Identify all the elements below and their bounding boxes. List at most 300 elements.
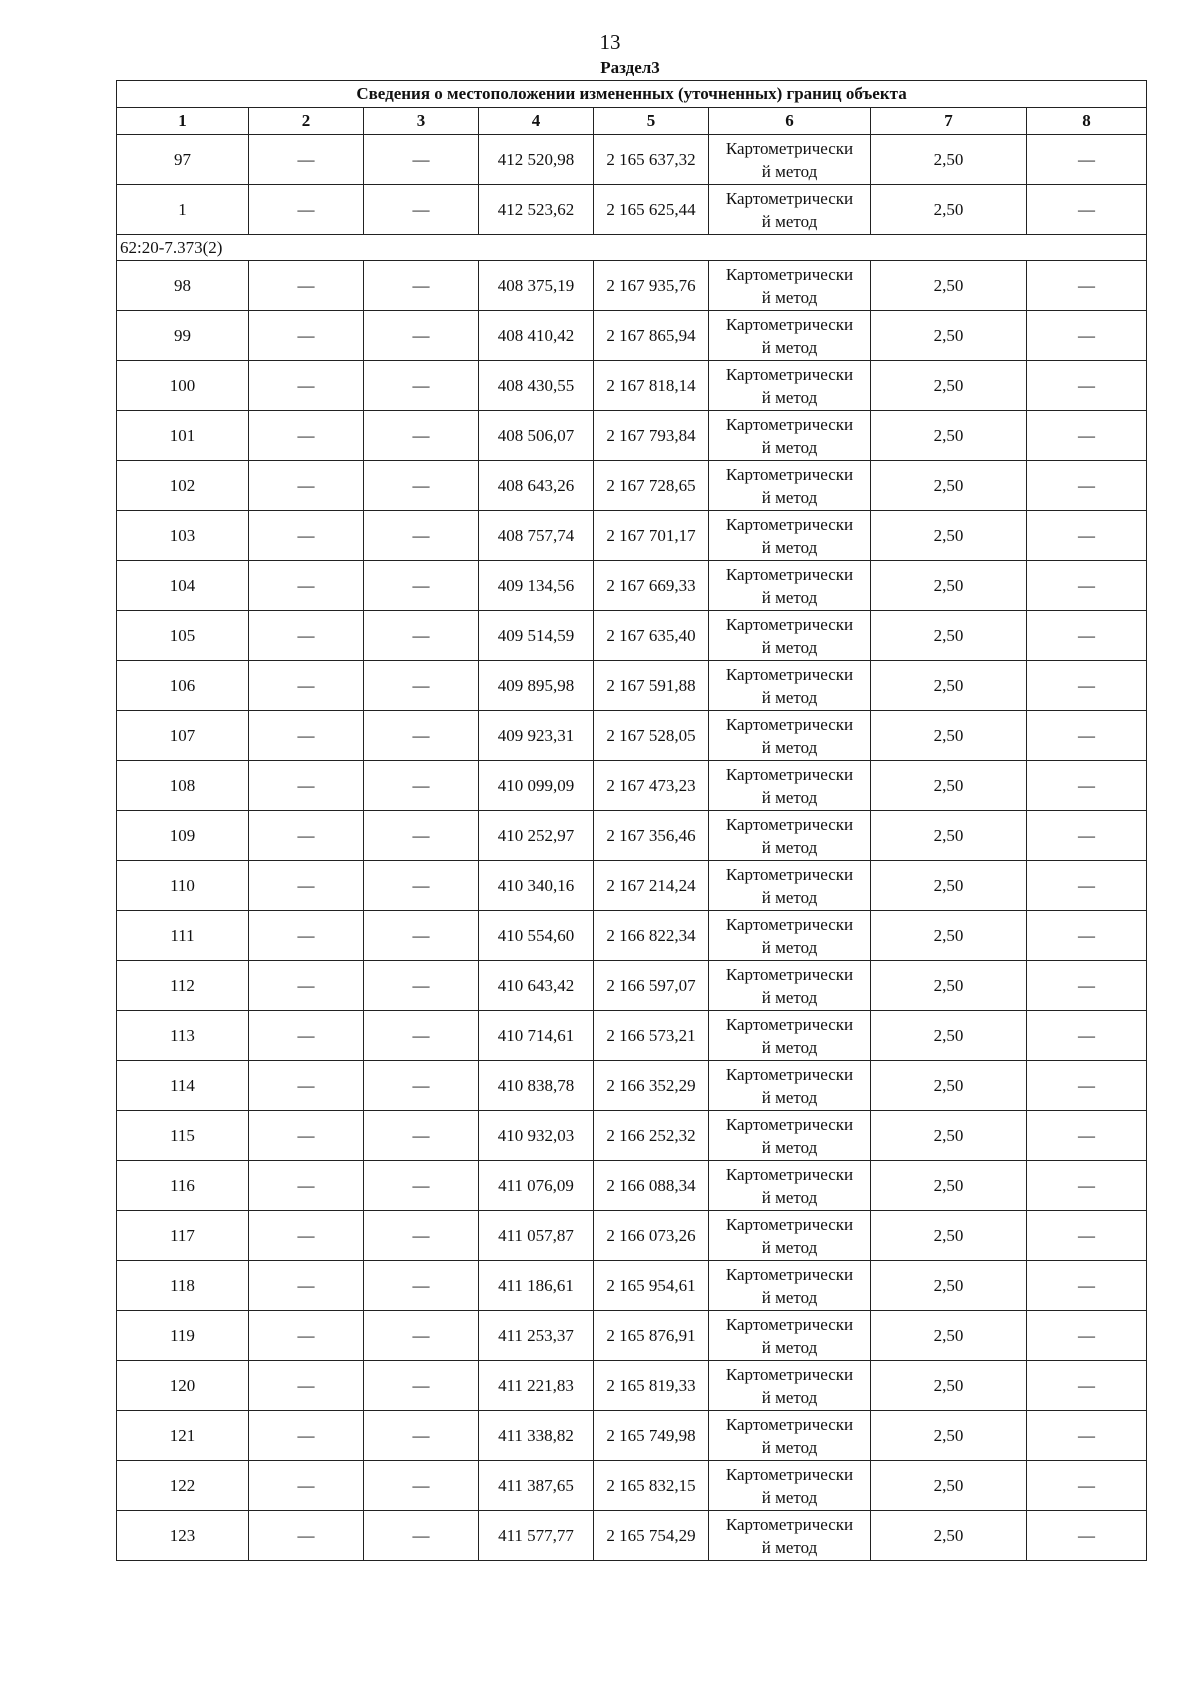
dash-cell: — [364,611,479,661]
point-number: 1 [117,185,249,235]
table-row [117,1211,1147,1261]
dash-cell: — [249,135,364,185]
table-body [117,135,1147,1561]
accuracy-cell: 2,50 [871,661,1027,711]
method-cell [709,185,871,235]
point-number: 122 [117,1461,249,1511]
dash-cell: — [364,861,479,911]
dash-cell: — [1027,1311,1147,1361]
section-title: Раздел3 [600,58,660,77]
table-row [117,185,1147,235]
coord-y: 2 165 954,61 [594,1261,709,1311]
dash-cell: — [1027,1011,1147,1061]
coord-x: 409 895,98 [479,661,594,711]
method-cell [709,311,871,361]
dash-cell: — [1027,661,1147,711]
method-line-1: Картометрически [725,764,854,784]
coord-x: 411 253,37 [479,1311,594,1361]
accuracy-cell: 2,50 [871,1311,1027,1361]
coord-y: 2 166 352,29 [594,1061,709,1111]
dash-cell: — [249,911,364,961]
method-line-1: Картометрически [725,314,854,334]
dash-cell: — [249,411,364,461]
coord-y: 2 166 573,21 [594,1011,709,1061]
method-line-2: й метод [761,687,818,707]
dash-cell: — [364,661,479,711]
method-line-1: Картометрически [725,364,854,384]
accuracy-cell: 2,50 [871,135,1027,185]
coord-x: 411 057,87 [479,1211,594,1261]
point-number: 107 [117,711,249,761]
accuracy-cell: 2,50 [871,311,1027,361]
dash-cell: — [364,1361,479,1411]
coord-x: 408 410,42 [479,311,594,361]
coordinates-table [116,80,1147,1561]
table-row [117,1111,1147,1161]
coord-y: 2 166 597,07 [594,961,709,1011]
point-number: 114 [117,1061,249,1111]
dash-cell: — [1027,1361,1147,1411]
method-line-1: Картометрически [725,1314,854,1334]
column-number: 3 [364,108,479,135]
coord-y: 2 167 701,17 [594,511,709,561]
accuracy-cell: 2,50 [871,1211,1027,1261]
coord-x: 409 134,56 [479,561,594,611]
coord-x: 408 506,07 [479,411,594,461]
point-number: 123 [117,1511,249,1561]
coord-y: 2 167 591,88 [594,661,709,711]
point-number: 112 [117,961,249,1011]
method-line-1: Картометрически [725,1464,854,1484]
dash-cell: — [249,511,364,561]
dash-cell: — [1027,1111,1147,1161]
accuracy-cell: 2,50 [871,961,1027,1011]
coord-x: 412 523,62 [479,185,594,235]
method-line-1: Картометрически [725,138,854,158]
coord-x: 411 577,77 [479,1511,594,1561]
dash-cell: — [364,1311,479,1361]
dash-cell: — [364,1111,479,1161]
coord-y: 2 167 818,14 [594,361,709,411]
dash-cell: — [249,185,364,235]
column-number: 1 [117,108,249,135]
method-cell [709,1111,871,1161]
table-caption: Сведения о местоположении измененных (уточненных) границ объекта [117,81,1147,108]
table-row [117,811,1147,861]
coord-y: 2 167 214,24 [594,861,709,911]
dash-cell: — [364,811,479,861]
dash-cell: — [1027,711,1147,761]
dash-cell: — [1027,361,1147,411]
point-number: 111 [117,911,249,961]
dash-cell: — [364,311,479,361]
accuracy-cell: 2,50 [871,361,1027,411]
accuracy-cell: 2,50 [871,1011,1027,1061]
dash-cell: — [364,135,479,185]
coord-x: 411 186,61 [479,1261,594,1311]
method-cell [709,1261,871,1311]
coord-y: 2 165 876,91 [594,1311,709,1361]
method-cell [709,1311,871,1361]
coord-y: 2 167 793,84 [594,411,709,461]
method-line-2: й метод [761,1487,818,1507]
dash-cell: — [1027,861,1147,911]
coord-y: 2 166 252,32 [594,1111,709,1161]
method-cell [709,1011,871,1061]
point-number: 118 [117,1261,249,1311]
method-line-2: й метод [761,1387,818,1407]
method-cell [709,911,871,961]
dash-cell: — [249,261,364,311]
dash-cell: — [1027,1211,1147,1261]
coord-x: 410 099,09 [479,761,594,811]
method-line-1: Картометрически [725,964,854,984]
method-line-2: й метод [761,787,818,807]
point-number: 101 [117,411,249,461]
table-row [117,1161,1147,1211]
dash-cell: — [249,1311,364,1361]
coord-x: 410 252,97 [479,811,594,861]
dash-cell: — [1027,185,1147,235]
dash-cell: — [249,1361,364,1411]
accuracy-cell: 2,50 [871,861,1027,911]
dash-cell: — [249,961,364,1011]
dash-cell: — [249,561,364,611]
dash-cell: — [249,711,364,761]
dash-cell: — [1027,261,1147,311]
method-line-1: Картометрически [725,1414,854,1434]
dash-cell: — [1027,1511,1147,1561]
dash-cell: — [364,911,479,961]
accuracy-cell: 2,50 [871,1111,1027,1161]
method-line-1: Картометрически [725,614,854,634]
coord-x: 409 514,59 [479,611,594,661]
coord-x: 411 076,09 [479,1161,594,1211]
coord-x: 411 387,65 [479,1461,594,1511]
table-row [117,761,1147,811]
dash-cell: — [364,411,479,461]
group-label: 62:20-7.373(2) [117,235,1147,261]
point-number: 109 [117,811,249,861]
dash-cell: — [1027,461,1147,511]
method-line-2: й метод [761,1537,818,1557]
column-number: 5 [594,108,709,135]
coord-y: 2 167 865,94 [594,311,709,361]
accuracy-cell: 2,50 [871,611,1027,661]
point-number: 117 [117,1211,249,1261]
accuracy-cell: 2,50 [871,411,1027,461]
dash-cell: — [249,1511,364,1561]
coord-y: 2 167 356,46 [594,811,709,861]
accuracy-cell: 2,50 [871,461,1027,511]
method-cell [709,661,871,711]
coord-y: 2 165 749,98 [594,1411,709,1461]
table-row [117,1461,1147,1511]
coord-x: 408 430,55 [479,361,594,411]
method-line-1: Картометрически [725,1264,854,1284]
column-number: 6 [709,108,871,135]
method-line-2: й метод [761,887,818,907]
method-line-2: й метод [761,1437,818,1457]
table-row [117,611,1147,661]
method-line-2: й метод [761,587,818,607]
method-line-1: Картометрически [725,1514,854,1534]
method-line-2: й метод [761,161,818,181]
dash-cell: — [364,1061,479,1111]
dash-cell: — [1027,1161,1147,1211]
table-row [117,361,1147,411]
dash-cell: — [1027,411,1147,461]
point-number: 120 [117,1361,249,1411]
dash-cell: — [364,1211,479,1261]
method-cell [709,461,871,511]
point-number: 116 [117,1161,249,1211]
coord-x: 410 838,78 [479,1061,594,1111]
point-number: 103 [117,511,249,561]
method-line-2: й метод [761,637,818,657]
table-row [117,1411,1147,1461]
coord-x: 409 923,31 [479,711,594,761]
coord-x: 408 757,74 [479,511,594,561]
method-line-1: Картометрически [725,1364,854,1384]
dash-cell: — [249,1461,364,1511]
method-line-1: Картометрически [725,1164,854,1184]
accuracy-cell: 2,50 [871,1461,1027,1511]
coord-x: 412 520,98 [479,135,594,185]
accuracy-cell: 2,50 [871,1511,1027,1561]
method-cell [709,1161,871,1211]
column-number-row [117,108,1147,135]
dash-cell: — [364,361,479,411]
point-number: 115 [117,1111,249,1161]
column-number: 8 [1027,108,1147,135]
dash-cell: — [249,461,364,511]
dash-cell: — [1027,761,1147,811]
dash-cell: — [1027,311,1147,361]
dash-cell: — [1027,1061,1147,1111]
coord-y: 2 165 625,44 [594,185,709,235]
method-line-1: Картометрически [725,414,854,434]
coord-x: 410 714,61 [479,1011,594,1061]
method-line-2: й метод [761,211,818,231]
dash-cell: — [364,1161,479,1211]
point-number: 100 [117,361,249,411]
dash-cell: — [249,1011,364,1061]
method-line-2: й метод [761,287,818,307]
table-row [117,1011,1147,1061]
column-number: 4 [479,108,594,135]
point-number: 106 [117,661,249,711]
method-line-2: й метод [761,737,818,757]
dash-cell: — [1027,911,1147,961]
dash-cell: — [1027,811,1147,861]
coord-y: 2 167 935,76 [594,261,709,311]
accuracy-cell: 2,50 [871,911,1027,961]
method-cell [709,611,871,661]
table-row [117,911,1147,961]
table-row [117,1061,1147,1111]
table-row [117,1361,1147,1411]
coord-y: 2 165 832,15 [594,1461,709,1511]
point-number: 99 [117,311,249,361]
coord-x: 408 643,26 [479,461,594,511]
method-line-1: Картометрически [725,1114,854,1134]
table-row [117,411,1147,461]
method-line-1: Картометрически [725,514,854,534]
method-line-2: й метод [761,1137,818,1157]
method-cell [709,411,871,461]
coord-x: 410 340,16 [479,861,594,911]
accuracy-cell: 2,50 [871,1161,1027,1211]
method-line-1: Картометрически [725,714,854,734]
method-line-1: Картометрически [725,1014,854,1034]
method-line-2: й метод [761,437,818,457]
method-line-2: й метод [761,337,818,357]
accuracy-cell: 2,50 [871,761,1027,811]
method-line-1: Картометрически [725,814,854,834]
method-cell [709,1411,871,1461]
coord-y: 2 167 728,65 [594,461,709,511]
dash-cell: — [364,185,479,235]
method-cell [709,361,871,411]
method-line-2: й метод [761,1037,818,1057]
accuracy-cell: 2,50 [871,261,1027,311]
method-line-2: й метод [761,1287,818,1307]
method-line-2: й метод [761,987,818,1007]
method-line-1: Картометрически [725,1214,854,1234]
coord-x: 411 221,83 [479,1361,594,1411]
dash-cell: — [364,711,479,761]
dash-cell: — [249,1261,364,1311]
dash-cell: — [249,1411,364,1461]
coord-x: 408 375,19 [479,261,594,311]
method-cell [709,261,871,311]
method-cell [709,1061,871,1111]
method-cell [709,711,871,761]
coord-y: 2 167 635,40 [594,611,709,661]
dash-cell: — [364,761,479,811]
method-cell [709,1361,871,1411]
method-cell [709,561,871,611]
table-row [117,461,1147,511]
coord-y: 2 167 473,23 [594,761,709,811]
method-cell [709,961,871,1011]
method-line-2: й метод [761,1237,818,1257]
dash-cell: — [364,261,479,311]
coord-y: 2 165 754,29 [594,1511,709,1561]
coord-y: 2 167 669,33 [594,561,709,611]
dash-cell: — [249,1061,364,1111]
point-number: 105 [117,611,249,661]
dash-cell: — [249,661,364,711]
dash-cell: — [364,1011,479,1061]
dash-cell: — [1027,1261,1147,1311]
dash-cell: — [364,1461,479,1511]
dash-cell: — [249,761,364,811]
dash-cell: — [1027,961,1147,1011]
accuracy-cell: 2,50 [871,1411,1027,1461]
point-number: 113 [117,1011,249,1061]
dash-cell: — [364,1511,479,1561]
accuracy-cell: 2,50 [871,185,1027,235]
method-cell [709,861,871,911]
table-row [117,861,1147,911]
accuracy-cell: 2,50 [871,1061,1027,1111]
dash-cell: — [1027,561,1147,611]
method-line-2: й метод [761,1187,818,1207]
method-line-2: й метод [761,1087,818,1107]
method-cell [709,761,871,811]
table-row [117,511,1147,561]
point-number: 104 [117,561,249,611]
point-number: 97 [117,135,249,185]
table-row [117,1311,1147,1361]
point-number: 108 [117,761,249,811]
coord-y: 2 165 819,33 [594,1361,709,1411]
accuracy-cell: 2,50 [871,811,1027,861]
group-row [117,235,1147,261]
point-number: 119 [117,1311,249,1361]
column-number: 2 [249,108,364,135]
accuracy-cell: 2,50 [871,711,1027,761]
method-line-1: Картометрически [725,914,854,934]
method-line-1: Картометрически [725,188,854,208]
dash-cell: — [1027,511,1147,561]
accuracy-cell: 2,50 [871,511,1027,561]
method-cell [709,511,871,561]
coord-x: 411 338,82 [479,1411,594,1461]
dash-cell: — [249,1161,364,1211]
table-row [117,311,1147,361]
dash-cell: — [364,561,479,611]
table-row [117,561,1147,611]
dash-cell: — [249,311,364,361]
method-line-1: Картометрически [725,1064,854,1084]
dash-cell: — [364,1411,479,1461]
method-line-1: Картометрически [725,464,854,484]
dash-cell: — [1027,1461,1147,1511]
method-cell [709,135,871,185]
dash-cell: — [364,1261,479,1311]
method-cell [709,811,871,861]
method-line-2: й метод [761,387,818,407]
point-number: 110 [117,861,249,911]
accuracy-cell: 2,50 [871,1361,1027,1411]
dash-cell: — [364,961,479,1011]
dash-cell: — [249,1211,364,1261]
method-line-1: Картометрически [725,564,854,584]
method-line-2: й метод [761,837,818,857]
column-number: 7 [871,108,1027,135]
dash-cell: — [249,811,364,861]
method-line-2: й метод [761,1337,818,1357]
page-number: 13 [599,30,621,54]
dash-cell: — [364,461,479,511]
method-cell [709,1461,871,1511]
point-number: 98 [117,261,249,311]
table-row [117,1261,1147,1311]
method-cell [709,1211,871,1261]
table-row [117,661,1147,711]
method-line-1: Картометрически [725,864,854,884]
coord-y: 2 166 088,34 [594,1161,709,1211]
dash-cell: — [249,1111,364,1161]
coord-x: 410 643,42 [479,961,594,1011]
table-row [117,135,1147,185]
coord-x: 410 554,60 [479,911,594,961]
dash-cell: — [1027,1411,1147,1461]
coord-y: 2 166 073,26 [594,1211,709,1261]
